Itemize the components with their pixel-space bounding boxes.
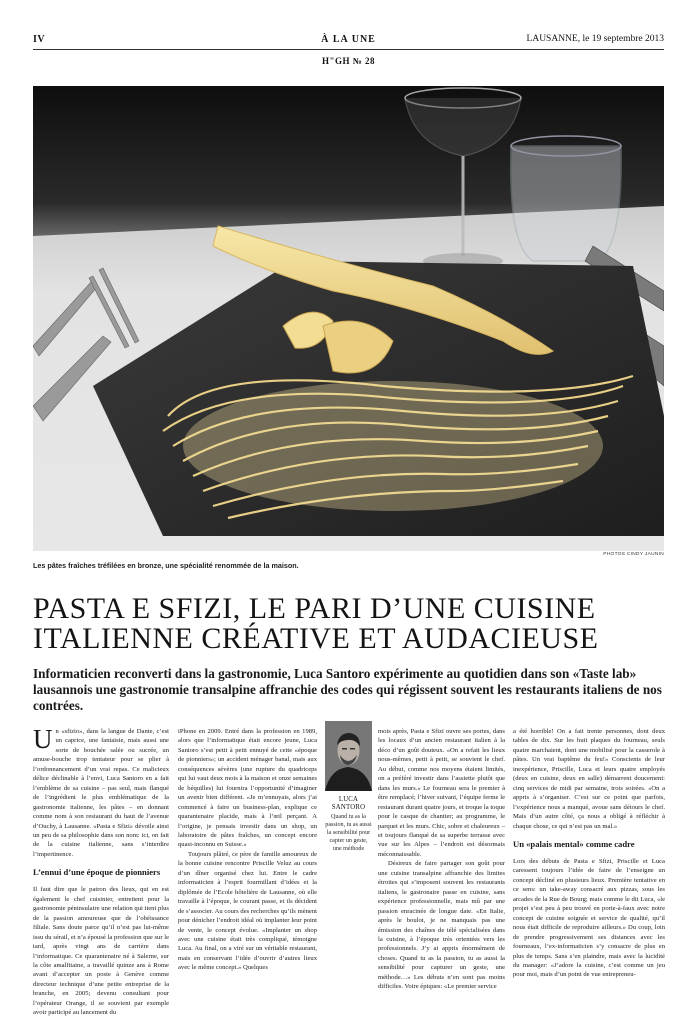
standfirst: Informaticien reconverti dans la gastronomie, Luca Santoro expérimente au quotidien dans son «Taste lab» lausannois une gastronomie transalpine affranchie des codes qui régissent souvent les restaurants italiens de nos contrées. — [33, 666, 662, 713]
paragraph-text: n «sfizio», dans la langue de Dante, c’est un caprice, une fantaisie, mais aussi une sorte de bouchée salée ou sucrée, un amuse-bouche trop tentateur pour se plier à l’ordonnancement d’un vrai repas. Ce malicieux délice déclinable à l’envi, Luca Santoro en a fait l’emblème de sa cuisine – pas seul, mais flanqué de l’ingrédient le plus emblématique de la gastronomie italienne, les pâtes – en donnant comme nom à son restaurant du haut de l’avenue d’Ouchy, à Lausanne. «Pasta e Sfizi» dévoile ainsi un peu de sa philosophie dans son nom: ici, on fait de la cuisine italienne, sans s’interdire l’impertinence. — [33, 728, 169, 858]
headline-line-1: PASTA E SFIZI, LE PARI D’UNE CUISINE — [33, 592, 596, 625]
headline — [33, 594, 673, 654]
paragraph: Toujours plâtré, ce père de famille amoureux de la bonne cuisine rencontre Priscille Veluz au cours d’un dîner organisé chez lui. Entre le cadre informaticien à l’esprit fourmillant d’idées et la diplômée de l’Ecole hôtelière de Lausanne, où elle travaille à l’époque, le courant passe, et ils décident de s’associer. Au cours des recherches qu’ils mènent pour dénicher l’endroit idéal où implanter leur point de vente, le concept évolue. «Implanter un shop avec une cuisine était très compliqué, témoigne Luca. Au final, on a viré sur un véritable restaurant, mais en conservant l’idée d’ouvrir d’autres lieux avec le même concept.» Quelques — [178, 850, 317, 972]
portrait-name — [325, 796, 372, 812]
paragraph: iPhone en 2009. Entré dans la profession en 1989, alors que l’informatique était encore jeune, Luca Santoro s’est petit à petit ennuyé de cette «époque de pionniers»; un accident ménager banal, mais aux conséquences sévères (une rupture du quadriceps qui lui vaut deux mois à la maison et onze semaines de béquilles) lui fournira l’opportunité d’imaginer un avenir bien différent. «Je m’ennuyais, alors j’ai commencé à faire un business-plan, explique ce quarantenaire placide, mais à l’œil perçant. A l’origine, je pensais investir dans un shop, un laboratoire de pâtes fraîches, un concept encore quasi-inconnu en Suisse.» — [178, 728, 317, 849]
drop-cap: U — [33, 724, 53, 754]
article-column-2 — [178, 727, 317, 973]
paragraph: Désireux de faire partager son goût pour une cuisine transalpine affranchie des limites étroites qui s’imposent souvent les restaurants italiens, le gastronaire passe en cuisine, sans expérience professionnelle, mais mû par une passion enracinée de longue date. «En Italie, après le boulot, je ne manquais pas une émission des chaînes de télé spécialisées dans la cuisine, à l’époque très orientées vers les professionnels. J’y ai appris énormément de choses. Quand tu as la passion, tu as aussi la sensibilité pour capturer un geste, une méthode…» Les débuts n’en sont pas moins difficiles. Voire épiques: «Le premier service — [378, 860, 505, 991]
photo-caption: Les pâtes fraîches tréfilées en bronze, une spécialité renommée de la maison. — [33, 561, 299, 570]
subheading: L’ennui d’une époque de pionniers — [33, 867, 161, 878]
dateline: LAUSANNE, le 19 septembre 2013 — [526, 34, 664, 44]
article-column-3 — [378, 727, 505, 992]
paragraph: Lors des débuts de Pasta e Sfizi, Priscille et Luca caressent toujours l’idée de faire de l’enseigne un concept décliné en plusieurs lieux. Première tentative en ce sens: un take-away consacré aux pizzas, sous les arcades de la Rue de Bourg; mais comme le dit Luca, «le projet s’est peu à peu trouvé en porte-à-faux avec notre concept de cuisine soignée et service de qualité, qu’il nous était difficile de reproduire ailleurs.» Du coup, loin de prendre progressivement ses distances avec les fourneaux, l’ex-informaticien s’y consacre de plus en plus de temps. Sans s’en plaindre, mais avec la lucidité du manager: «J’adore la cuisine, c’est comme un jeu pour moi, mais d’un point de vue entrepreneu- — [513, 857, 665, 979]
issue-number: H"GH № 28 — [321, 56, 376, 66]
paragraph: mois après, Pasta e Sfizi ouvre ses portes, dans les locaux d’un ancien restaurant italien à la déco d’un goût douteux. «On a refait les lieux nous-mêmes, petit à petit, se souvient le chef. Au début, comme nos moyens étaient limités, on a préféré investir dans l’assiette plutôt que dans les murs.» Le fourneau sera le premier à être remplacé; l’hiver suivant, l’équipe ferme le restaurant durant quatre jours, et troque la toque pour le casque de chantier; au programme, le parquet et les murs. Chic, sobre et chaleureux – et toujours flanqué de sa superbe terrasse avec vue sur les Alpes – l’endroit est désormais méconnaissable. — [378, 728, 505, 858]
portrait-name-first: LUCA — [338, 796, 359, 803]
paragraph: Il faut dire que le patron des lieux, qui en est également le chef cuisinier, entretient pour la gastronomie péninsulaire une relation qui tient plus de la passion amoureuse que de l’obéissance filiale. Sans doute parce qu’il n’est pas lui-même issu du sérail, et n’a épousé la profession que sur le tard, après vingt ans de carrière dans l’informatique. Ce quarantenaire né à Salerne, sur la côte amalfitaine, a travaillé quinze ans à Rome avant d’accepter un poste à Genève comme directeur technique d’une petite entreprise de la branche, en 2005; devenu consultant pour l’opérateur Orange, il se souvient par exemple avoir participé au lancement du — [33, 886, 169, 1017]
paragraph — [33, 724, 169, 859]
headline-line-2: ITALIENNE CRÉATIVE ET AUDACIEUSE — [33, 622, 599, 655]
photo-credit: PHOTOS CINDY JAUNIN — [603, 552, 664, 557]
header-rule — [33, 49, 664, 50]
paragraph: a été horrible! On a fait trente personnes, dont deux tables de dix. Sur les huit plaques du fourneau, seuls quatre marchaient, dont une mobilisé pour la casserole à pâtes. Un vrai baptême du feu!» Conscients de leur inexpérience, Priscille, Luca et leurs quatre employés (deux en cuisine, deux en salle) démarrent doucement: cinq services de midi par semaine, trois soirées. «On a appris à s’organiser. C’est sur ce point que parfois, l’expérience nous a manqué, avoue sans détours le chef. Mais d’un autre côté, ça nous a obligé à réfléchir à chaque chose, ce qui n’est pas un mal.» — [513, 728, 665, 830]
subheading: Un «palais mental» comme cadre — [513, 838, 635, 849]
portrait-quote: Quand tu as la passion, tu as aussi la sensibilité pour capter un geste, une méthode — [325, 814, 372, 852]
section-label: À LA UNE — [321, 34, 376, 45]
pasta-photo — [33, 86, 664, 551]
portrait-name-last: SANTORO — [331, 804, 366, 811]
page-number: IV — [33, 34, 46, 45]
portrait-photo — [325, 721, 372, 791]
article-column-4 — [513, 727, 665, 980]
page-header — [33, 34, 664, 48]
article-column-1 — [33, 724, 169, 1018]
